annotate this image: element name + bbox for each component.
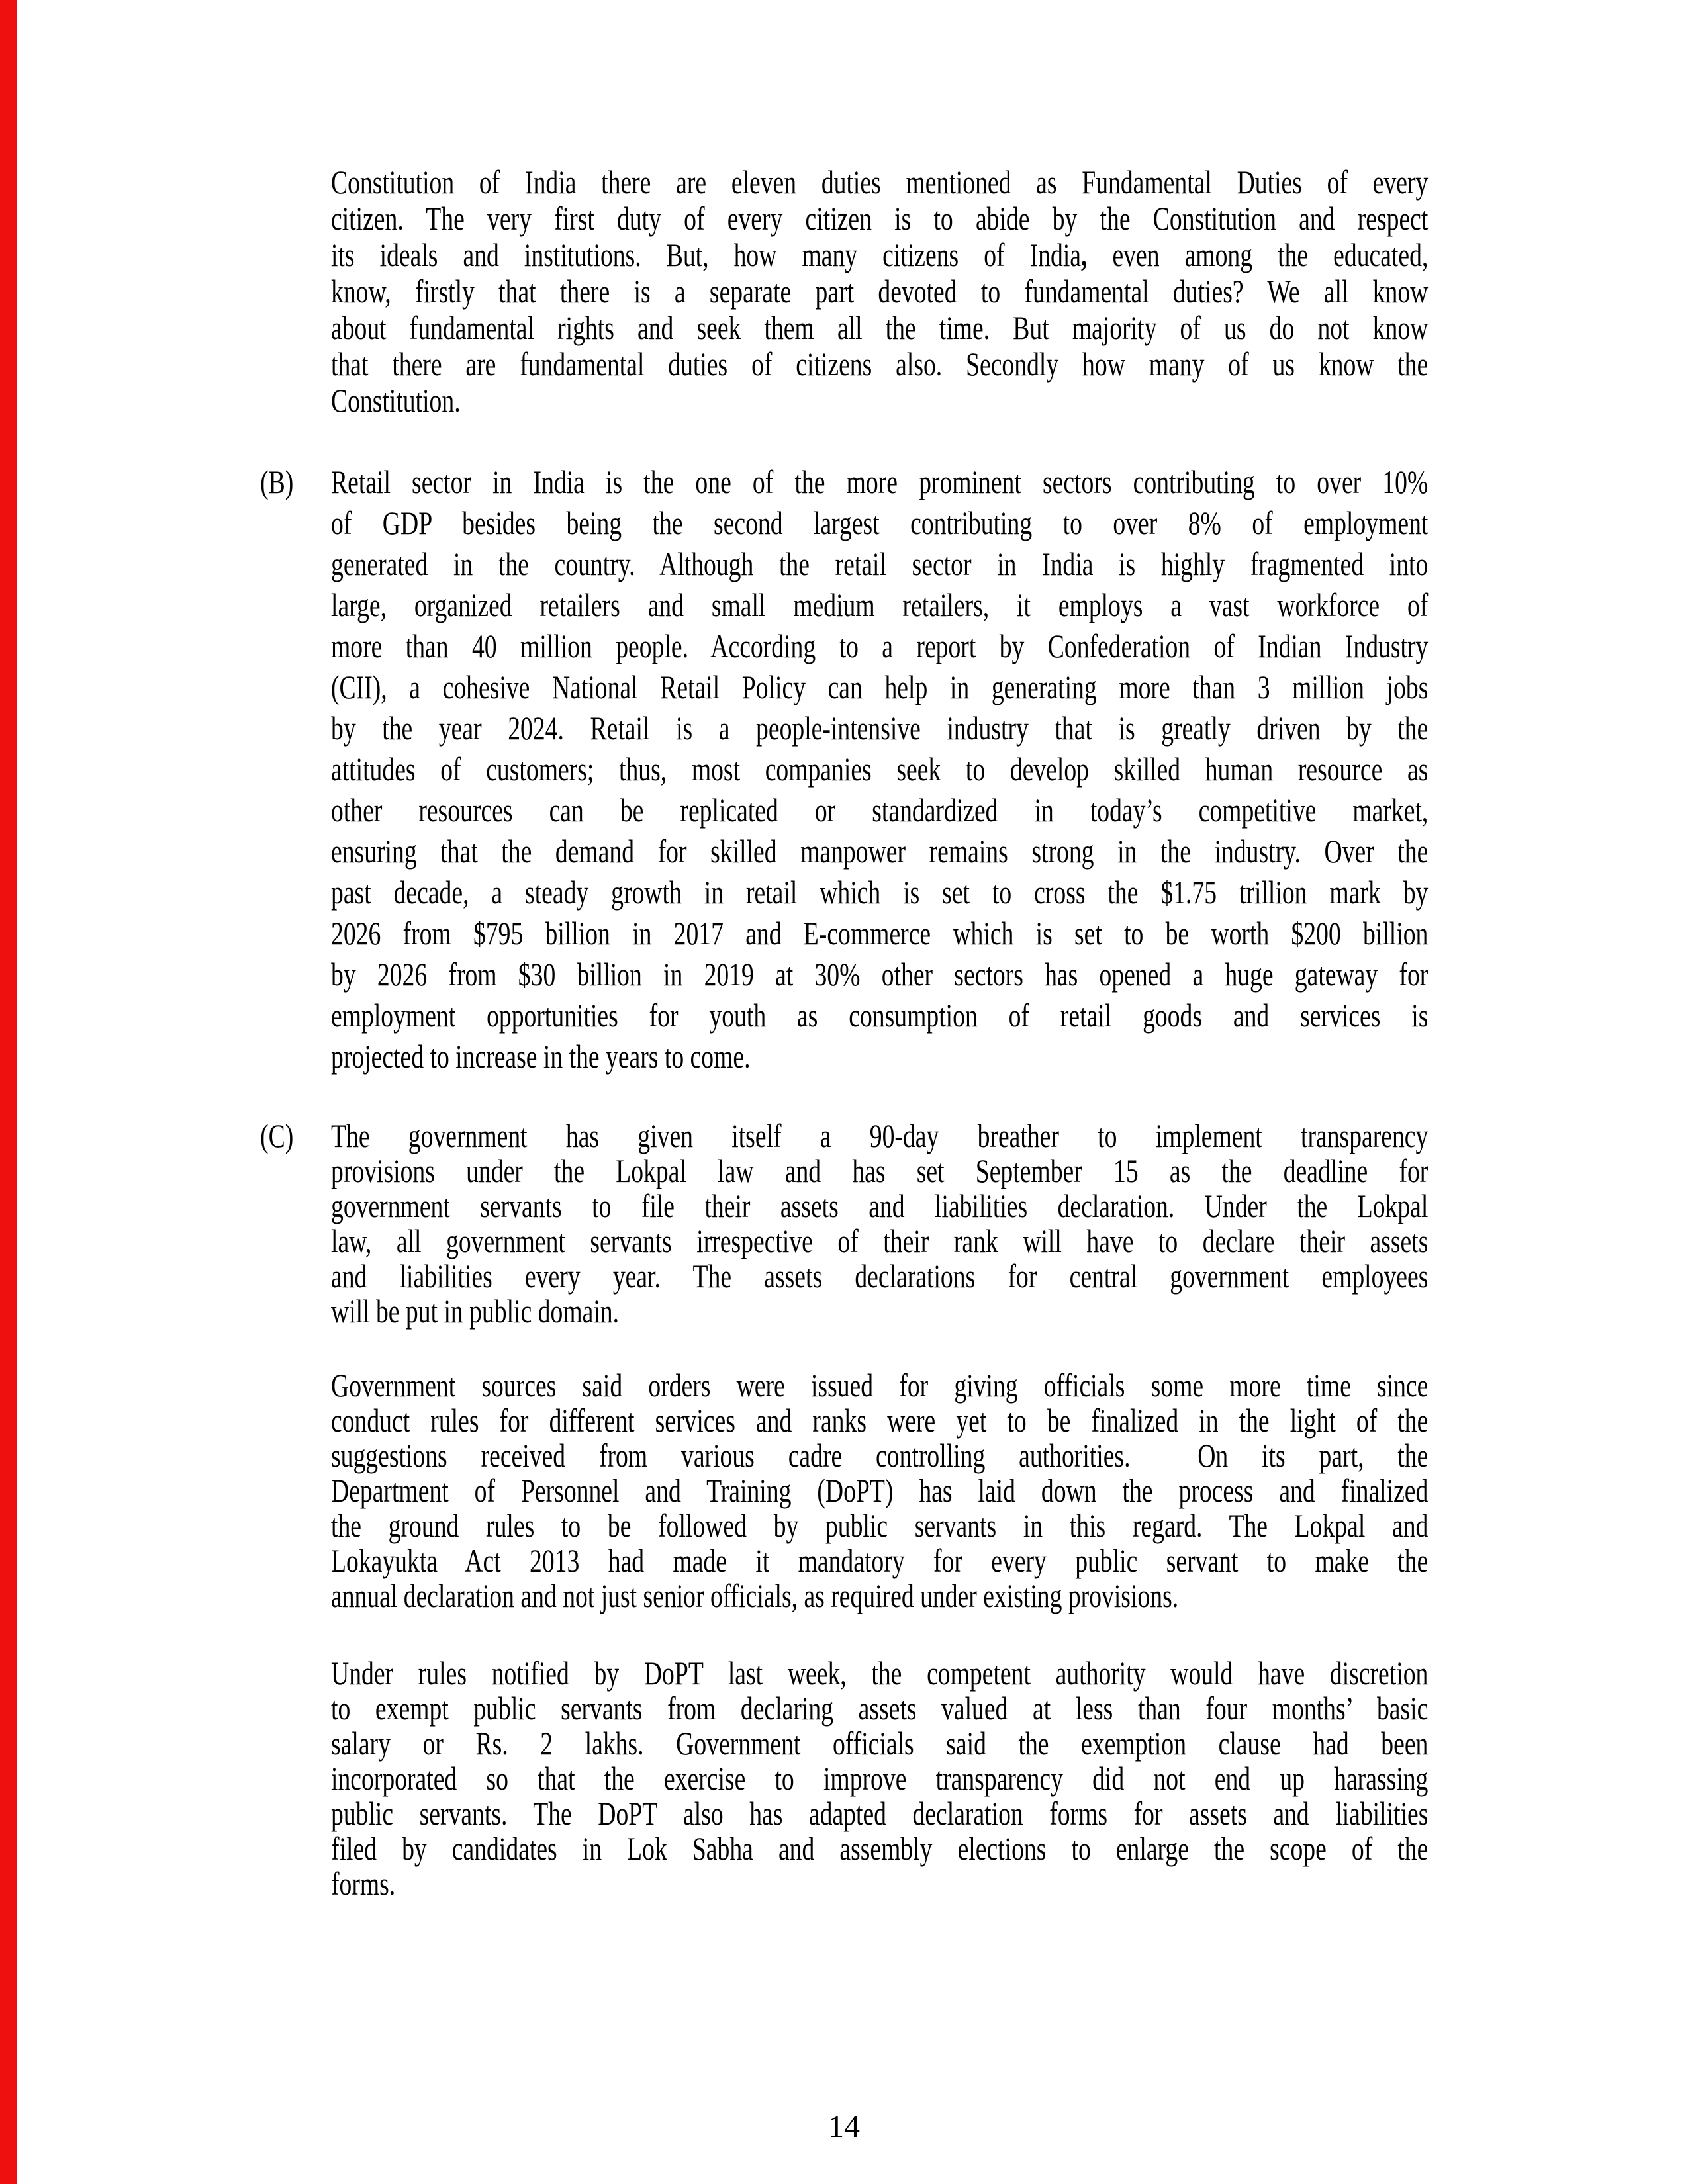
- text-line: salary or Rs. 2 lakhs. Government officials said the exemption clause had been: [331, 1725, 1429, 1762]
- text-line: generated in the country. Although the retail sector in India is highly fragmented into: [331, 545, 1429, 582]
- text-line: suggestions received from various cadre controlling authorities. On its part, the: [331, 1437, 1429, 1474]
- text-line: and liabilities every year. The assets declarations for central government employees: [331, 1257, 1429, 1295]
- text-line: provisions under the Lokpal law and has set September 15 as the deadline for: [331, 1152, 1429, 1189]
- passage-paragraph-c-continuation-2: [331, 1656, 1428, 1901]
- text-line: attitudes of customers; thus, most companies seek to develop skilled human resource as: [331, 751, 1429, 788]
- text-line: know, firstly that there is a separate part devoted to fundamental duties? We all know: [331, 273, 1429, 310]
- text-line: Under rules notified by DoPT last week, the competent authority would have discretion: [331, 1655, 1429, 1692]
- text-line: other resources can be replicated or standardized in today’s competitive market,: [331, 792, 1429, 829]
- text-line: Retail sector in India is the one of the more prominent sectors contributing to over 10%: [331, 463, 1429, 500]
- text-line: citizen. The very first duty of every citizen is to abide by the Constitution and respect: [331, 200, 1429, 237]
- text-line: to exempt public servants from declaring assets valued at less than four months’ basic: [331, 1690, 1429, 1727]
- text-line: employment opportunities for youth as consumption of retail goods and services is: [331, 997, 1429, 1034]
- text-line: The government has given itself a 90-day breather to implement transparency: [331, 1117, 1429, 1154]
- text-line: conduct rules for different services and ranks were yet to be finalized in the light of the: [331, 1402, 1429, 1439]
- text-line: Lokayukta Act 2013 had made it mandatory for every public servant to make the: [331, 1542, 1429, 1579]
- text-line: annual declaration and not just senior officials, as required under existing provisions.: [331, 1577, 1179, 1614]
- text-line: past decade, a steady growth in retail which is set to cross the $1.75 trillion mark by: [331, 874, 1429, 911]
- text-line: of GDP besides being the second largest contributing to over 8% of employment: [331, 504, 1429, 541]
- text-line: law, all government servants irrespective of their rank will have to declare their assets: [331, 1222, 1429, 1259]
- text-line: ensuring that the demand for skilled manpower remains strong in the industry. Over the: [331, 833, 1429, 870]
- text-line: by 2026 from $30 billion in 2019 at 30% other sectors has opened a huge gateway for: [331, 956, 1429, 993]
- text-line: more than 40 million people. According to a report by Confederation of Indian Industry: [331, 627, 1429, 664]
- text-line: Government sources said orders were issued for giving officials some more time since: [331, 1367, 1429, 1404]
- passage-paragraph-b: [260, 461, 1429, 1077]
- text-line: that there are fundamental duties of citizens also. Secondly how many of us know the: [331, 345, 1429, 383]
- scan-edge-stripe: [0, 0, 17, 2184]
- text-line: Constitution.: [331, 382, 461, 419]
- paragraph-label-b: (B): [260, 463, 294, 500]
- text-line: its ideals and institutions. But, how many citizens of India, even among the educated,: [331, 236, 1429, 273]
- text-line: about fundamental rights and seek them all the time. But majority of us do not know: [331, 309, 1429, 346]
- text-line: will be put in public domain.: [331, 1293, 620, 1330]
- paragraph-label-c: (C): [260, 1117, 294, 1154]
- passage-paragraph-a-continuation: [331, 164, 1428, 419]
- text-line: Department of Personnel and Training (DoPT) has laid down the process and finalized: [331, 1472, 1429, 1509]
- text-line: the ground rules to be followed by public servants in this regard. The Lokpal and: [331, 1507, 1429, 1544]
- text-line: Constitution of India there are eleven duties mentioned as Fundamental Duties of every: [331, 163, 1429, 201]
- text-line: incorporated so that the exercise to improve transparency did not end up harassing: [331, 1760, 1429, 1797]
- text-line: by the year 2024. Retail is a people-intensive industry that is greatly driven by the: [331, 709, 1429, 747]
- text-line: 2026 from $795 billion in 2017 and E-commerce which is set to be worth $200 billion: [331, 915, 1429, 952]
- passage-paragraph-c: [260, 1117, 1429, 1330]
- text-line: large, organized retailers and small medium retailers, it employs a vast workforce of: [331, 586, 1429, 623]
- text-line: filed by candidates in Lok Sabha and assembly elections to enlarge the scope of the: [331, 1830, 1429, 1867]
- text-line: public servants. The DoPT also has adapted declaration forms for assets and liabilities: [331, 1795, 1429, 1832]
- text-line: projected to increase in the years to come.: [331, 1038, 751, 1075]
- page-number-footer: 14: [828, 2109, 860, 2144]
- passage-paragraph-c-continuation-1: [331, 1368, 1428, 1614]
- text-line: forms.: [331, 1865, 396, 1902]
- text-line: (CII), a cohesive National Retail Policy can help in generating more than 3 million jobs: [331, 668, 1429, 705]
- text-line: government servants to file their assets and liabilities declaration. Under the Lokpal: [331, 1187, 1429, 1224]
- passage-content: [260, 163, 1429, 1902]
